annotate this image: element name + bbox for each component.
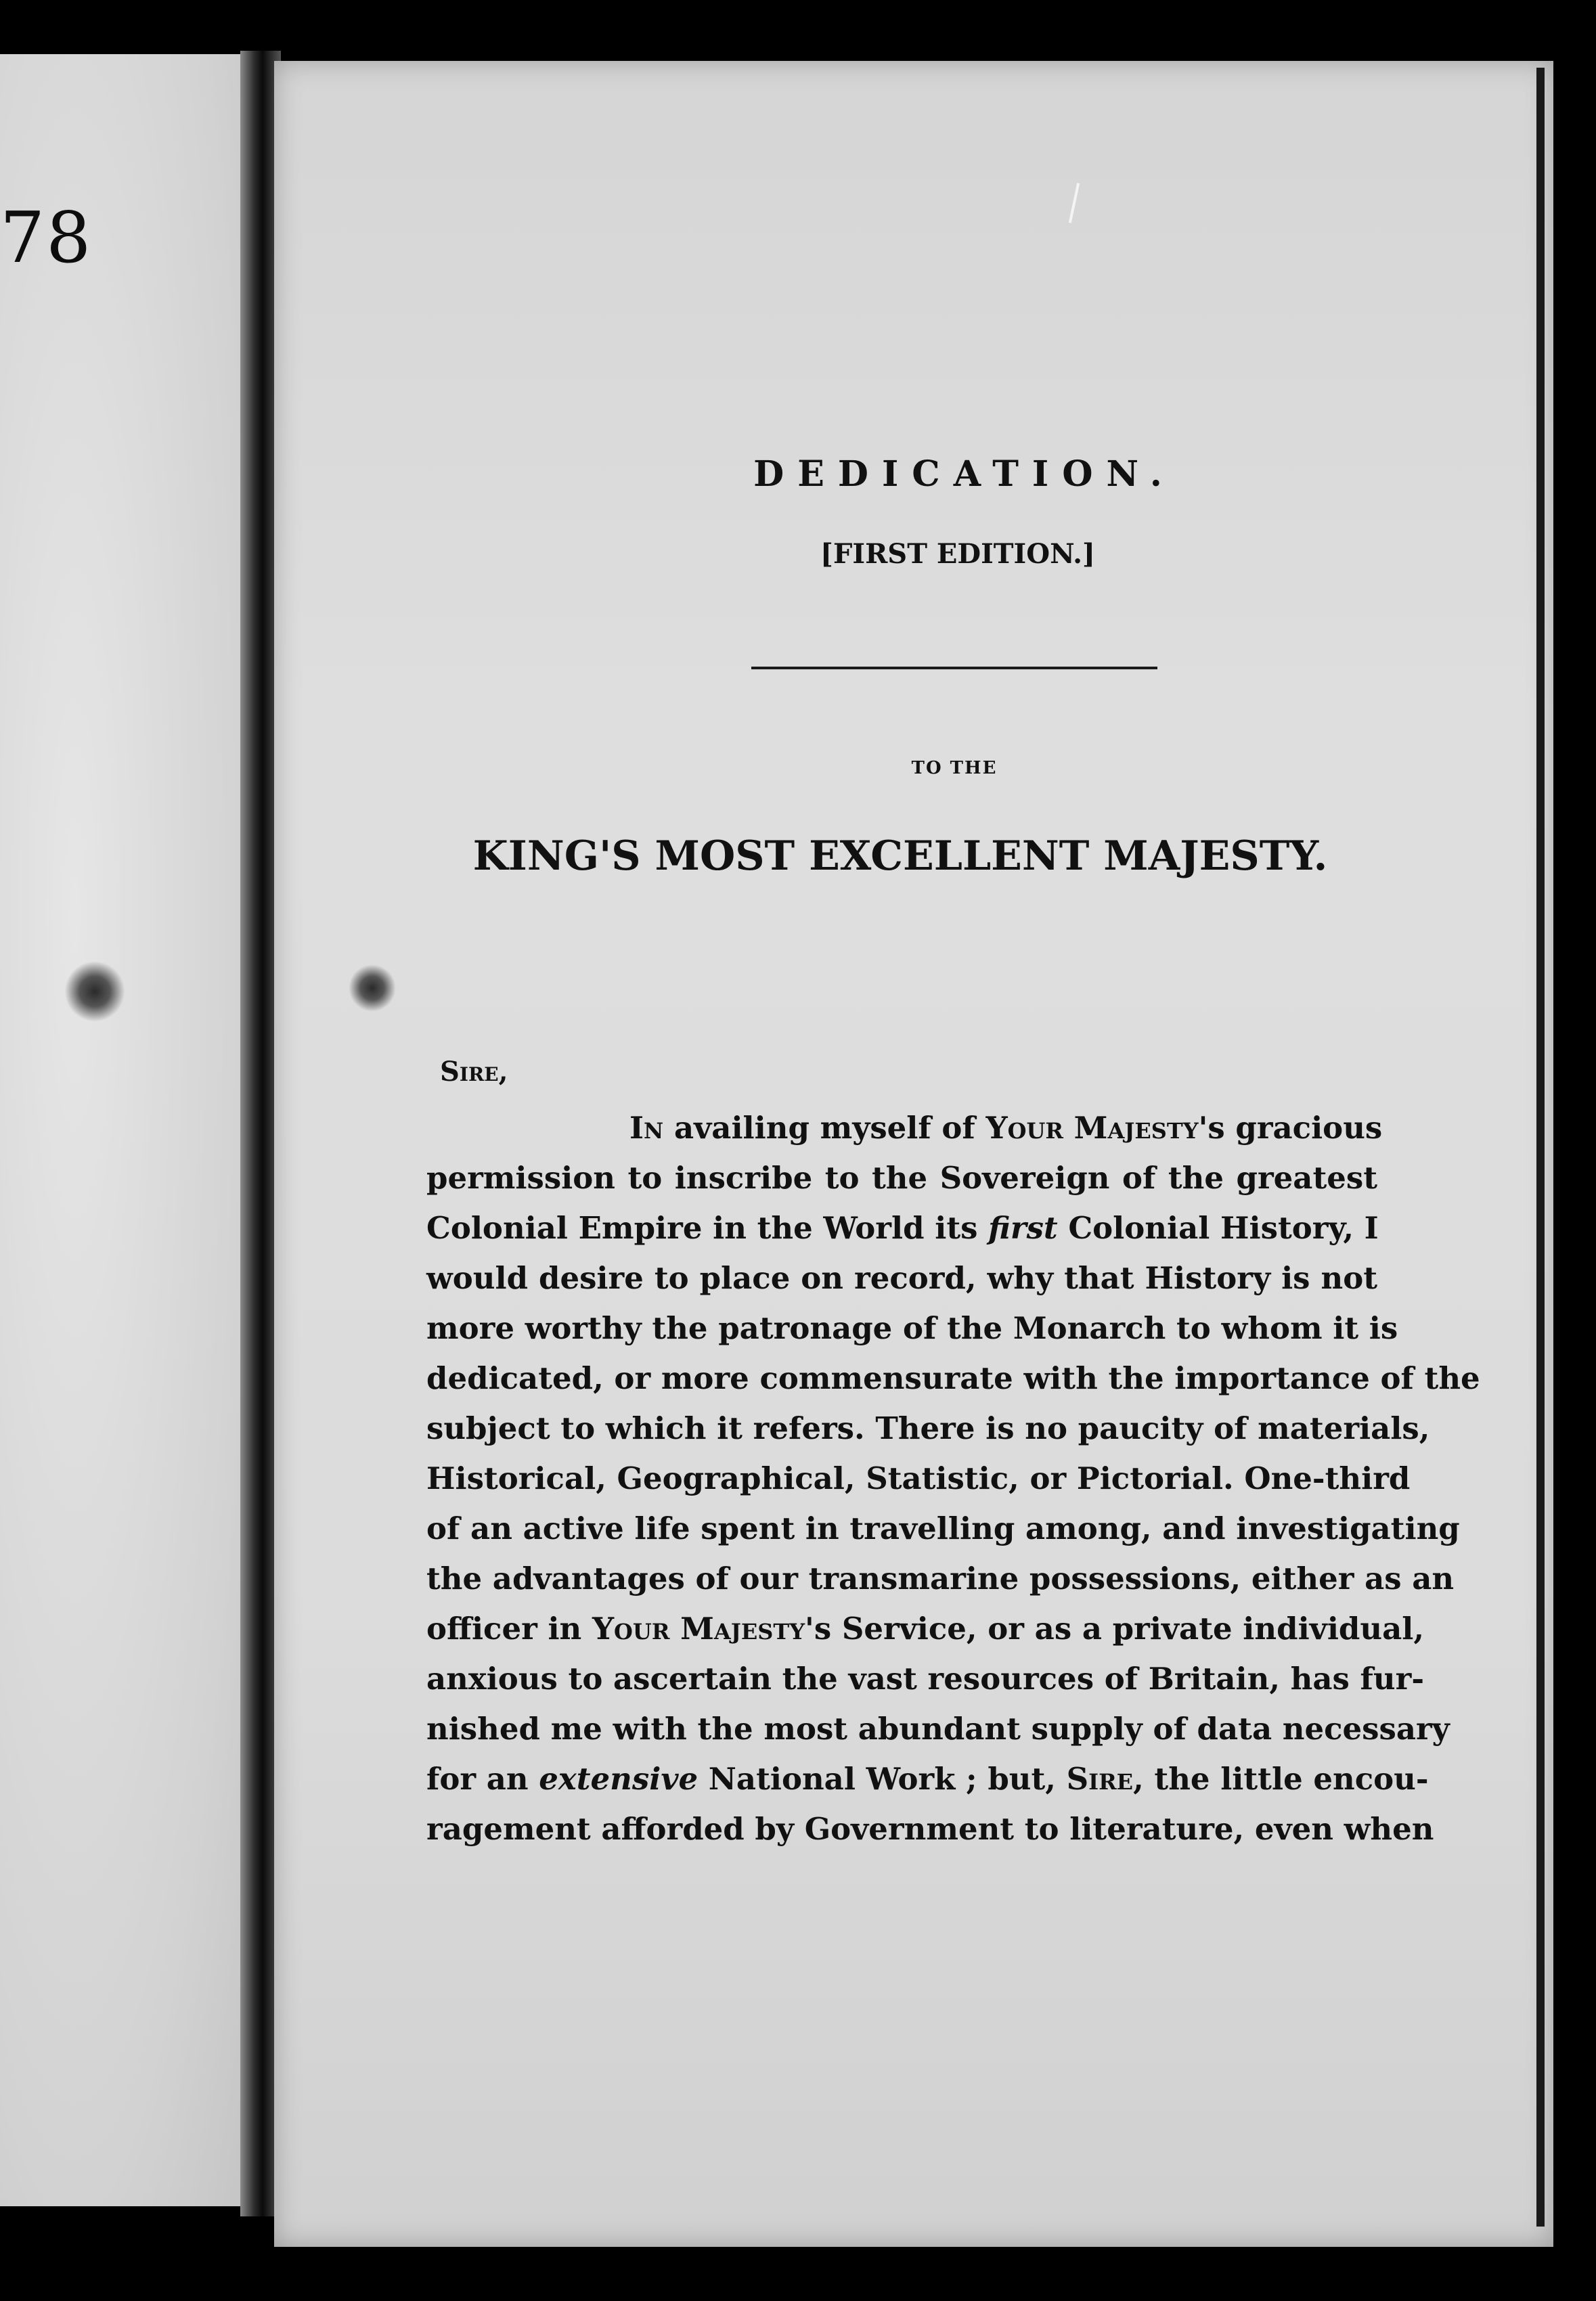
salutation: Sire,: [440, 1056, 508, 1088]
dedication-body: [426, 1103, 1480, 1854]
body-line: the advantages of our transmarine possessions, either as an: [426, 1561, 1455, 1596]
addressee-heading: KING'S MOST EXCELLENT MAJESTY.: [472, 832, 1328, 880]
page-number: 78: [0, 196, 93, 279]
body-line: subject to which it refers. There is no paucity of materials,: [426, 1410, 1430, 1446]
body-line: ragement afforded by Government to literature, even when: [426, 1811, 1434, 1847]
body-line: officer in Your Majesty's Service, or as a private individual,: [426, 1611, 1425, 1647]
foxing-spot: [64, 961, 125, 1022]
to-the-label: TO THE: [911, 758, 998, 778]
edition-note: [FIRST EDITION.]: [820, 538, 1095, 570]
page-title: DEDICATION.: [753, 453, 1176, 495]
body-line: permission to inscribe to the Sovereign of the greatest: [426, 1160, 1377, 1196]
body-line: In availing myself of Your Majesty's gracious: [629, 1110, 1383, 1146]
body-line: for an extensive National Work ; but, Sire, the little encou-: [426, 1761, 1429, 1797]
divider-rule: [751, 667, 1157, 669]
body-line: nished me with the most abundant supply of data necessary: [426, 1711, 1450, 1747]
paper-crease: [1069, 183, 1080, 223]
body-line: dedicated, or more commensurate with the importance of the: [426, 1360, 1480, 1396]
page-edge: [1536, 68, 1545, 2227]
body-line: Historical, Geographical, Statistic, or Pictorial. One-third: [426, 1460, 1411, 1496]
body-line: would desire to place on record, why that History is not: [426, 1260, 1377, 1296]
left-page: [0, 54, 249, 2206]
body-line: of an active life spent in travelling among, and investigating: [426, 1511, 1460, 1546]
body-line: Colonial Empire in the World its first Colonial History, I: [426, 1210, 1379, 1246]
body-line: more worthy the patronage of the Monarch to whom it is: [426, 1310, 1398, 1346]
body-line: anxious to ascertain the vast resources of Britain, has fur-: [426, 1661, 1424, 1697]
foxing-spot: [349, 964, 396, 1012]
